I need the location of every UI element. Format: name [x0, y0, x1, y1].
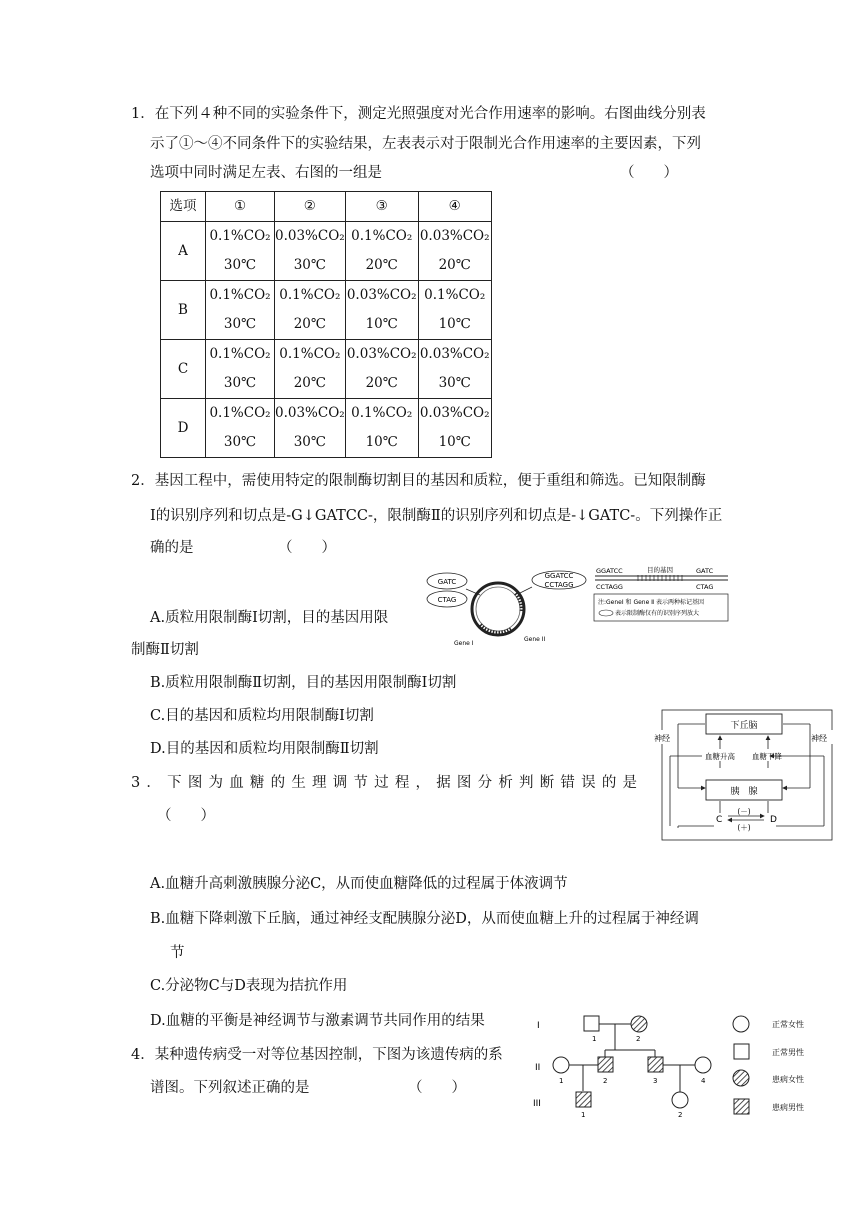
hypothalamus-label: 下丘脑	[730, 721, 758, 731]
q2-paren: （ ）	[278, 540, 336, 556]
q2-option-d: D.目的基因和质粒均用限制酶Ⅱ切割	[150, 741, 379, 757]
d-label: D	[770, 815, 777, 825]
ii1-number: 1	[559, 1077, 564, 1085]
table-cell: 0.1%CO₂ 30℃	[206, 399, 275, 458]
q1-line3: 选项中同时满足左表、右图的一组是	[150, 165, 382, 181]
q1-line2: 示了①～④不同条件下的实验结果，左表表示对于限制光合作用速率的主要因素，下列	[150, 136, 701, 152]
seq-left-top: GGATCC	[596, 567, 623, 575]
legend-normal-male: 正常男性	[772, 1048, 804, 1057]
q3-paren: （ ）	[157, 808, 215, 824]
q1-line1: 1．在下列４种不同的实验条件下，测定光照强度对光合作用速率的影响。右图曲线分别表	[131, 106, 706, 122]
gatc-label: GATC	[437, 578, 457, 586]
q4-line2: 谱图。下列叙述正确的是	[150, 1080, 310, 1096]
iii1-affected-male	[576, 1092, 591, 1107]
c-label: C	[716, 815, 723, 825]
plus-label: (＋)	[737, 823, 751, 832]
i1-number: 1	[592, 1035, 597, 1043]
table-cell: 0.03%CO₂ 10℃	[418, 399, 491, 458]
q1-options-table	[160, 191, 492, 458]
gen-i-label: I	[537, 1021, 540, 1031]
q2-line1: 2．基因工程中，需使用特定的限制酶切割目的基因和质粒，便于重组和筛选。已知限制酶	[131, 473, 706, 489]
q2-option-c: C.目的基因和质粒均用限制酶Ⅰ切割	[150, 708, 374, 724]
row-label: B	[161, 281, 206, 340]
table-row	[161, 222, 492, 281]
seq-right-bottom: CTAG	[696, 583, 714, 591]
q3-option-d: D.血糖的平衡是神经调节与激素调节共同作用的结果	[150, 1013, 485, 1029]
target-gene-label: 目的基因	[647, 566, 673, 574]
row-label: D	[161, 399, 206, 458]
seq-left-bottom: CCTAGG	[596, 583, 623, 591]
q4-paren: （ ）	[408, 1080, 466, 1096]
ctag-label: CTAG	[437, 596, 457, 604]
legend-affected-female: 患病女性	[772, 1075, 804, 1084]
iii1-number: 1	[581, 1111, 586, 1118]
q2-line2: Ⅰ的识别序列和切点是-G↓GATCC-，限制酶Ⅱ的识别序列和切点是-↓GATC-。下列操作正	[150, 508, 723, 524]
ii1-normal-female	[553, 1057, 569, 1073]
table-cell: 0.03%CO₂ 10℃	[345, 281, 418, 340]
table-cell: 0.1%CO₂ 20℃	[345, 222, 418, 281]
ii4-normal-female	[695, 1057, 711, 1073]
q2-option-b: B.质粒用限制酶Ⅱ切割，目的基因用限制酶Ⅰ切割	[150, 675, 457, 691]
nerve-right-label: 神经	[811, 734, 827, 743]
q3-option-c: C.分泌物C与D表现为拮抗作用	[150, 978, 348, 994]
q3-option-b-line2: 节	[170, 945, 185, 961]
nerve-left-label: 神经	[654, 734, 670, 743]
sugar-up-label: 血糖升高	[705, 752, 735, 761]
gene2-label: Gene II	[524, 636, 546, 643]
gene1-label: Gene I	[454, 640, 474, 647]
q3-option-b-line1: B.血糖下降刺激下丘脑，通过神经支配胰腺分泌D，从而使血糖上升的过程属于神经调	[150, 911, 699, 927]
table-header: ③	[345, 192, 418, 222]
i2-number: 2	[636, 1035, 641, 1043]
legend-affected-female-icon	[733, 1070, 749, 1086]
table-cell: 0.1%CO₂ 10℃	[345, 399, 418, 458]
legend-normal-male-icon	[734, 1044, 749, 1059]
table-cell: 0.03%CO₂ 30℃	[275, 399, 346, 458]
row-label: C	[161, 340, 206, 399]
legend-normal-female: 正常女性	[772, 1020, 804, 1029]
ii3-number: 3	[653, 1077, 658, 1085]
ii2-number: 2	[603, 1077, 608, 1085]
table-cell: 0.1%CO₂ 20℃	[275, 340, 346, 399]
table-cell: 0.03%CO₂ 20℃	[418, 222, 491, 281]
table-cell: 0.1%CO₂ 30℃	[206, 222, 275, 281]
note-line2: 表示限制酶仅有的识别序列放大	[615, 610, 700, 617]
table-cell: 0.1%CO₂ 30℃	[206, 281, 275, 340]
q3-line1: 3．下图为血糖的生理调节过程，据图分析判断错误的是	[131, 775, 644, 791]
table-cell: 0.03%CO₂ 20℃	[345, 340, 418, 399]
table-header: 选项	[161, 192, 206, 222]
row-label: A	[161, 222, 206, 281]
table-header: ②	[275, 192, 346, 222]
gen-ii-label: II	[535, 1063, 541, 1073]
table-cell: 0.03%CO₂ 30℃	[275, 222, 346, 281]
table-header: ①	[206, 192, 275, 222]
ii2-affected-male	[598, 1057, 613, 1072]
seq-right-top: GATC	[696, 567, 714, 575]
q2-option-a-line2: 制酶Ⅱ切割	[131, 642, 199, 658]
q4-line1: 4．某种遗传病受一对等位基因控制，下图为该遗传病的系	[131, 1047, 503, 1063]
note-line1: 注:GeneⅠ 和 Gene Ⅱ 表示两种标记基因	[598, 599, 705, 606]
ii3-affected-male	[648, 1057, 663, 1072]
q2-option-a-line1: A.质粒用限制酶Ⅰ切割，目的基因用限	[150, 610, 389, 626]
cctagg-label: CCTAGG	[544, 581, 574, 589]
table-cell: 0.03%CO₂ 30℃	[418, 340, 491, 399]
ii4-number: 4	[701, 1077, 706, 1085]
legend-affected-male-icon	[734, 1099, 749, 1114]
blood-sugar-diagram	[650, 708, 835, 844]
target-gene-figure	[592, 565, 732, 625]
i1-normal-male	[584, 1016, 599, 1031]
table-cell: 0.1%CO₂ 30℃	[206, 340, 275, 399]
legend-affected-male: 患病男性	[772, 1103, 804, 1112]
table-cell: 0.1%CO₂ 10℃	[418, 281, 491, 340]
table-row	[161, 281, 492, 340]
q3-option-a: A.血糖升高刺激胰腺分泌C，从而使血糖降低的过程属于体液调节	[150, 876, 568, 892]
q2-line3: 确的是	[150, 540, 194, 556]
ggatcc-label: GGATCC	[544, 572, 574, 580]
q1-paren: （ ）	[620, 165, 678, 181]
iii2-normal-female	[672, 1092, 688, 1108]
table-row	[161, 340, 492, 399]
table-row	[161, 399, 492, 458]
table-header: ④	[418, 192, 491, 222]
minus-label: (－)	[737, 807, 751, 816]
legend-normal-female-icon	[733, 1016, 749, 1032]
pancreas-label: 胰 腺	[730, 787, 758, 797]
iii2-number: 2	[678, 1111, 683, 1118]
gen-iii-label: III	[533, 1099, 541, 1109]
plasmid-figure	[424, 563, 589, 648]
sugar-down-label: 血糖下降	[752, 752, 782, 761]
i2-affected-female	[631, 1016, 647, 1032]
table-cell: 0.1%CO₂ 20℃	[275, 281, 346, 340]
pedigree-figure	[530, 1008, 830, 1118]
